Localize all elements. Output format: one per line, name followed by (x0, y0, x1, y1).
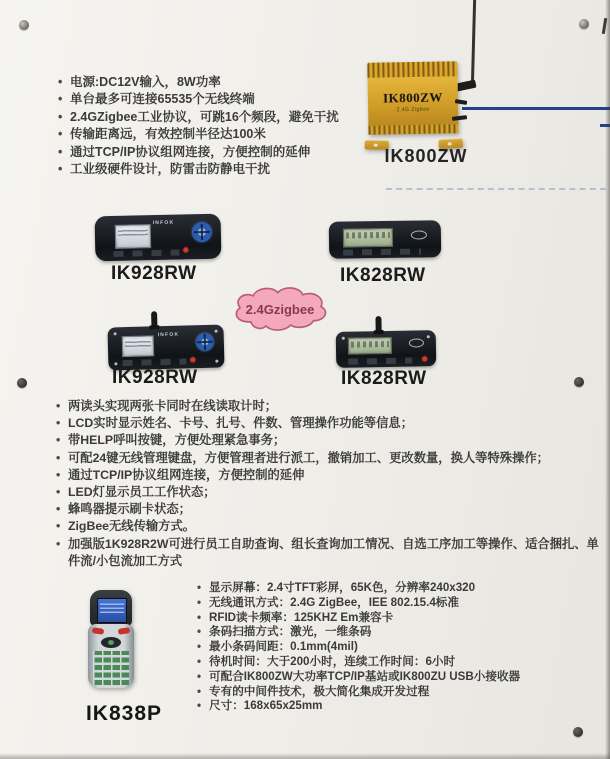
handheld-spec-bullet: • RFID读卡频率：125KHZ Em兼容卡 (196, 611, 602, 626)
zigbee-cloud (226, 284, 334, 332)
reader-caption: IK828RW (341, 368, 427, 389)
heatsink-fins-bottom (368, 124, 458, 135)
station-antenna (471, 0, 476, 86)
button-row (113, 250, 179, 257)
case-screw (215, 330, 218, 333)
antenna (375, 316, 381, 333)
mounting-screw-mid-right (574, 377, 584, 387)
reader-feature-bullet: • ZigBee无线传输方式。 (55, 518, 603, 535)
ik800zw-device (367, 61, 458, 143)
network-cable-line (462, 107, 610, 110)
photo-edge-right (605, 0, 610, 759)
button-row (348, 358, 412, 365)
handheld-body (88, 624, 134, 688)
poster-seam-line (386, 188, 606, 190)
lcd-screen (348, 337, 392, 355)
handheld-spec-list (196, 581, 602, 714)
lcd-screen (343, 228, 393, 248)
mounting-screw-top-right (579, 19, 589, 29)
case-screw (427, 335, 430, 338)
mounting-screw-bottom-right (573, 727, 583, 737)
station-caption: IK800ZW (384, 146, 468, 166)
handheld-screen (97, 598, 127, 623)
brand-label: INFOK (152, 219, 175, 227)
lcd-screen (115, 224, 151, 249)
case-screw (215, 360, 218, 363)
reader-feature-bullet: • 加强版1K928R2W可进行员工自助查询、组长查询加工情况、自选工序加工等操作、适合捆扎、单件流/小包流加工方式 (55, 536, 603, 570)
case-screw (114, 362, 117, 365)
lcd-screen (122, 335, 155, 357)
reader-caption: IK928RW (112, 367, 198, 388)
handheld-spec-bullet: • 条码扫描方式：激光，一维条码 (196, 625, 602, 640)
handheld-spec-bullet: • 专有的中间件技术，极大简化集成开发过程 (196, 685, 602, 700)
handheld-head (90, 590, 132, 626)
ik928rw-device (95, 214, 222, 262)
reader-feature-list (55, 398, 603, 570)
station-feature-bullet: • 单台最多可连接65535个无线终端 (57, 91, 367, 108)
ik928rw-device (107, 324, 224, 370)
station-feature-bullet: • 工业级硬件设计，防雷击防静电干扰 (57, 161, 367, 178)
handheld-spec-bullet: • 可配合IK800ZW大功率TCP/IP基站或IK800ZU USB小接收器 (196, 670, 602, 685)
station-feature-bullet: • 电源:DC12V输入，8W功率 (57, 74, 367, 91)
network-connector (452, 115, 467, 121)
red-function-key (92, 627, 105, 635)
button-row (343, 248, 421, 255)
reader-feature-bullet: • 带HELP呼叫按键，方便处理紧急事务； (55, 432, 603, 449)
photo-edge-bottom (0, 753, 610, 759)
station-feature-bullet: • 通过TCP/IP协议组网连接，方便控制的延伸 (57, 144, 367, 161)
brand-label: INFOK (157, 331, 180, 339)
blue-keypad (192, 222, 212, 242)
handheld-caption: IK838P (85, 702, 163, 725)
ik838p-device (88, 590, 134, 696)
reader-feature-bullet: • 通过TCP/IP协议组网连接，方便控制的延伸 (55, 467, 603, 484)
reader-feature-bullet: • 蜂鸣器提示刷卡状态； (55, 501, 603, 518)
mounting-screw-top-left (19, 20, 29, 30)
reader-feature-bullet: • LED灯显示员工工作状态； (55, 484, 603, 501)
red-function-key (118, 627, 131, 635)
case-screw (114, 332, 117, 335)
reader-caption: IK928RW (111, 263, 197, 284)
button-row (122, 358, 186, 366)
handheld-spec-bullet: • 最小条码间距：0.1mm(4mil) (196, 640, 602, 655)
reader-caption: IK828RW (340, 265, 426, 286)
antenna (151, 311, 157, 328)
keypad-grid (93, 651, 129, 685)
reader-feature-bullet: • LCD实时显示姓名、卡号、扎号、件数、管理操作功能等信息； (55, 415, 603, 432)
station-feature-list (57, 74, 367, 178)
mounting-screw-mid-left (17, 378, 27, 388)
heatsink-fins-top (367, 61, 457, 78)
nav-key-cluster (101, 637, 121, 648)
cloud-label: 2.4Gzigbee (245, 301, 315, 317)
station-faceplate (368, 76, 459, 126)
station-sub-label: 2.4G Zigbee (396, 106, 430, 113)
station-model-label: IK800ZW (382, 88, 443, 106)
reader-feature-bullet: • 可配24键无线管理键盘，方便管理者进行派工，撤销加工、更改数量，换人等特殊操作； (55, 450, 603, 467)
handheld-spec-bullet: • 尺寸：168x65x25mm (196, 699, 602, 714)
brand-logo (411, 230, 427, 239)
station-feature-bullet: • 传输距离远，有效控制半径达100米 (57, 126, 367, 143)
red-led (422, 356, 427, 361)
handheld-spec-bullet: • 待机时间：大于200小时，连续工作时间：6小时 (196, 655, 602, 670)
handheld-spec-bullet: • 显示屏幕：2.4寸TFT彩屏，65K色，分辨率240x320 (196, 581, 602, 596)
ik828rw-device (329, 220, 442, 259)
ik828rw-device (336, 330, 437, 368)
station-feature-bullet: • 2.4GZigbee工业协议，可跳16个频段，避免干扰 (57, 109, 367, 126)
handheld-spec-bullet: • 无线通讯方式：2.4G ZigBee，IEE 802.15.4标准 (196, 596, 602, 611)
red-led (183, 247, 188, 252)
reader-feature-bullet: • 两读头实现两张卡同时在线读取计时； (55, 398, 603, 415)
red-led (190, 357, 195, 362)
blue-keypad (196, 333, 214, 351)
brand-logo (409, 338, 424, 347)
case-screw (342, 337, 345, 340)
